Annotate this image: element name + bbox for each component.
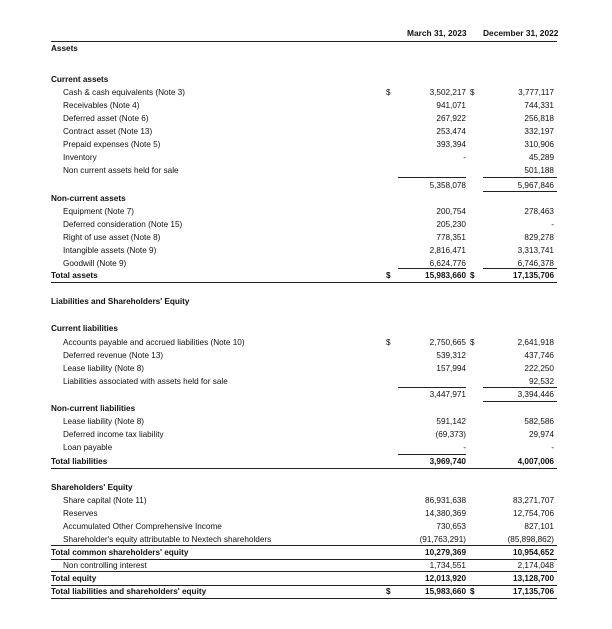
row-label: Contract asset (Note 13)	[63, 127, 153, 136]
value-december-2022: 92,532	[528, 377, 554, 386]
statement-row	[0, 546, 612, 559]
value-december-2022: 2,641,918	[517, 338, 554, 347]
value-december-2022: 3,313,741	[517, 246, 554, 255]
value-december-2022: 3,777,117	[518, 88, 554, 97]
row-label: Shareholder's equity attributable to Nextech shareholders	[63, 535, 272, 544]
value-march-2023: 253,474	[436, 127, 466, 136]
statement-row	[0, 179, 612, 192]
value-march-2023: 393,394	[436, 140, 466, 149]
statement-row	[0, 269, 612, 282]
statement-row	[0, 375, 612, 388]
row-label: Assets	[51, 44, 78, 53]
value-march-2023: 941,071	[436, 101, 466, 110]
row-label: Lease liability (Note 8)	[63, 417, 145, 426]
statement-row	[0, 428, 612, 441]
value-march-2023: 730,653	[436, 522, 466, 531]
value-march-2023: 5,358,078	[429, 181, 466, 190]
currency-symbol-c2: $	[470, 587, 475, 596]
value-december-2022: 310,906	[524, 140, 554, 149]
statement-row	[0, 86, 612, 99]
value-march-2023: 3,502,217	[429, 88, 466, 97]
value-march-2023: 2,750,665	[429, 338, 466, 347]
row-label: Share capital (Note 11)	[63, 496, 147, 505]
row-label: Deferred asset (Note 6)	[63, 114, 149, 123]
currency-symbol-c1: $	[386, 338, 391, 347]
statement-row	[0, 455, 612, 468]
value-march-2023: 14,380,369	[425, 509, 466, 518]
value-december-2022: 17,135,706	[513, 587, 554, 596]
row-label: Equipment (Note 7)	[63, 207, 134, 216]
row-label: Total common shareholders' equity	[51, 548, 189, 557]
subtotal-rule-c1	[398, 177, 466, 178]
subtotal-rule-c2	[483, 177, 557, 178]
value-december-2022: -	[551, 220, 554, 229]
value-march-2023: 12,013,920	[425, 574, 466, 583]
row-label: Accumulated Other Comprehensive Income	[63, 522, 222, 531]
value-december-2022: 332,197	[524, 127, 554, 136]
currency-symbol-c2: $	[470, 88, 475, 97]
row-label: Current liabilities	[51, 324, 118, 333]
value-march-2023: 539,312	[436, 351, 466, 360]
row-label: Loan payable	[63, 443, 113, 452]
row-label: Total liabilities	[51, 457, 108, 466]
statement-row	[0, 164, 612, 177]
row-label: Cash & cash equivalents (Note 3)	[63, 88, 185, 97]
value-december-2022: 17,135,706	[513, 271, 554, 280]
statement-row	[0, 138, 612, 151]
row-label: Intangible assets (Note 9)	[63, 246, 157, 255]
value-december-2022: 3,394,446	[517, 390, 554, 399]
statement-row	[0, 441, 612, 454]
value-december-2022: 45,289	[528, 153, 554, 162]
statement-row	[0, 112, 612, 125]
statement-row	[0, 402, 612, 415]
value-march-2023: 2,816,471	[429, 246, 466, 255]
value-december-2022: 222,250	[524, 364, 554, 373]
statement-row	[0, 125, 612, 138]
value-march-2023: 86,931,638	[425, 496, 466, 505]
statement-row	[0, 42, 612, 55]
value-march-2023: 205,230	[436, 220, 466, 229]
statement-row	[0, 572, 612, 585]
value-december-2022: 744,331	[524, 101, 554, 110]
statement-row	[0, 244, 612, 257]
value-march-2023: 3,969,740	[429, 457, 466, 466]
value-december-2022: -	[551, 443, 554, 452]
value-december-2022: 4,007,006	[517, 457, 554, 466]
value-march-2023: -	[463, 153, 466, 162]
value-december-2022: 501,188	[524, 166, 554, 175]
statement-row	[0, 507, 612, 520]
row-label: Non controlling interest	[63, 561, 147, 570]
statement-row	[0, 520, 612, 533]
statement-row	[0, 585, 612, 598]
row-label: Current assets	[51, 75, 109, 84]
row-label: Right of use asset (Note 8)	[63, 233, 161, 242]
value-march-2023: 15,983,660	[425, 271, 466, 280]
row-label: Total assets	[51, 271, 98, 280]
value-december-2022: 582,586	[524, 417, 554, 426]
value-march-2023: 778,351	[436, 233, 466, 242]
value-december-2022: (85,898,862)	[507, 535, 554, 544]
value-december-2022: 2,174,048	[517, 561, 554, 570]
row-label: Deferred income tax liability	[63, 430, 164, 439]
row-label: Total equity	[51, 574, 97, 583]
statement-row	[0, 151, 612, 164]
grand-total-rule	[51, 598, 557, 599]
value-march-2023: 1,734,551	[429, 561, 466, 570]
statement-row	[0, 349, 612, 362]
statement-row	[0, 205, 612, 218]
statement-row	[0, 481, 612, 494]
value-march-2023: 10,279,369	[425, 548, 466, 557]
value-march-2023: -	[463, 443, 466, 452]
statement-row	[0, 388, 612, 401]
value-march-2023: 591,142	[436, 417, 466, 426]
row-label: Deferred revenue (Note 13)	[63, 351, 164, 360]
value-december-2022: 256,818	[524, 114, 554, 123]
row-label: Inventory	[63, 153, 97, 162]
statement-row	[0, 415, 612, 428]
currency-symbol-c2: $	[470, 338, 475, 347]
value-march-2023: 200,754	[436, 207, 466, 216]
row-label: Liabilities and Shareholders' Equity	[51, 297, 190, 306]
value-march-2023: 15,983,660	[425, 587, 466, 596]
statement-row	[0, 73, 612, 86]
value-december-2022: 12,754,706	[513, 509, 554, 518]
currency-symbol-c1: $	[386, 271, 391, 280]
value-december-2022: 278,463	[524, 207, 554, 216]
currency-symbol-c1: $	[386, 88, 391, 97]
value-december-2022: 6,746,378	[517, 259, 554, 268]
currency-symbol-c2: $	[470, 271, 475, 280]
row-label: Goodwill (Note 9)	[63, 259, 127, 268]
statement-row	[0, 99, 612, 112]
row-label: Prepaid expenses (Note 5)	[63, 140, 161, 149]
value-december-2022: 29,974	[528, 430, 554, 439]
statement-row	[0, 533, 612, 546]
total-assets-bottom-rule	[51, 282, 557, 283]
statement-row	[0, 322, 612, 335]
row-label: Non current assets held for sale	[63, 166, 179, 175]
row-label: Non-current assets	[51, 194, 126, 203]
row-label: Liabilities associated with assets held for sale	[63, 377, 228, 386]
value-march-2023: 267,922	[436, 114, 466, 123]
value-march-2023: (69,373)	[435, 430, 466, 439]
row-label: Non-current liabilities	[51, 404, 136, 413]
statement-row	[0, 559, 612, 572]
row-label: Accounts payable and accrued liabilities (Note 10)	[63, 338, 245, 347]
statement-row	[0, 192, 612, 205]
statement-row	[0, 362, 612, 375]
statement-row	[0, 218, 612, 231]
total-liab-bottom-rule	[51, 468, 557, 469]
statement-row	[0, 494, 612, 507]
row-label: Reserves	[63, 509, 98, 518]
value-march-2023: (91,763,291)	[419, 535, 466, 544]
value-december-2022: 827,101	[524, 522, 554, 531]
statement-row	[0, 295, 612, 308]
value-december-2022: 437,746	[524, 351, 554, 360]
row-label: Lease liability (Note 8)	[63, 364, 145, 373]
column-header-december-2022: December 31, 2022	[483, 28, 559, 38]
statement-row	[0, 231, 612, 244]
column-header-march-2023: March 31, 2023	[407, 28, 467, 38]
value-december-2022: 5,967,846	[517, 181, 554, 190]
row-label: Deferred consideration (Note 15)	[63, 220, 183, 229]
value-march-2023: 157,994	[436, 364, 466, 373]
value-december-2022: 83,271,707	[513, 496, 554, 505]
currency-symbol-c1: $	[386, 587, 391, 596]
statement-row	[0, 336, 612, 349]
value-march-2023: 6,624,776	[429, 259, 466, 268]
value-december-2022: 13,128,700	[513, 574, 554, 583]
value-december-2022: 10,954,652	[513, 548, 554, 557]
value-march-2023: 3,447,971	[429, 390, 466, 399]
row-label: Shareholders' Equity	[51, 483, 133, 492]
value-december-2022: 829,278	[524, 233, 554, 242]
row-label: Receivables (Note 4)	[63, 101, 140, 110]
row-label: Total liabilities and shareholders' equity	[51, 587, 207, 596]
